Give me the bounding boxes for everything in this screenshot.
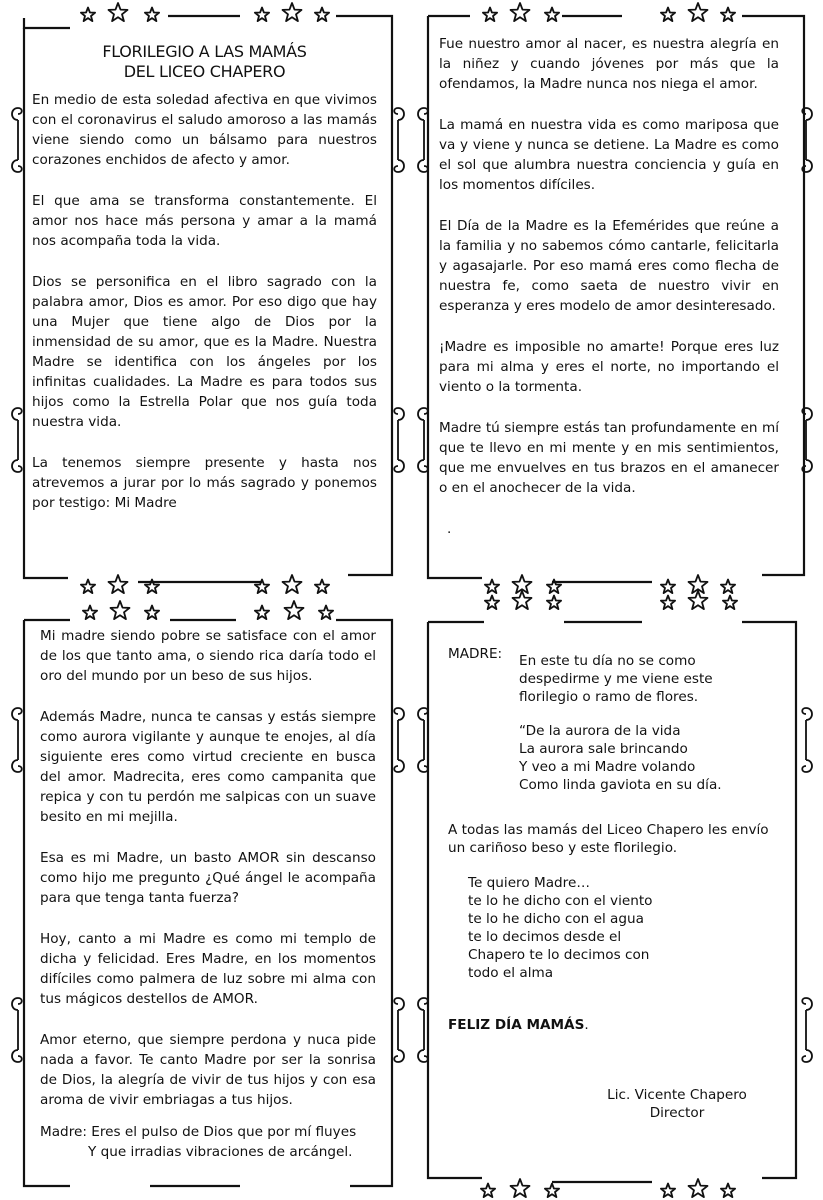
panel-top-right [412, 0, 823, 600]
document-title [32, 42, 377, 82]
paragraph: La tenemos siempre presente y hasta nos atrevemos a jurar por lo más sagrado y ponemos por testigo: Mi Madre [32, 455, 377, 511]
closing-line-2: Y que irradias vibraciones de arcángel. [88, 1144, 353, 1160]
panel-bottom-left [0, 600, 412, 1200]
paragraph: El Día de la Madre es la Efemérides que reúne a la familia y no sabemos cómo cantarle, felicitarla y agasajarle. Por eso mamá eres como flecha de nuestra fe, como saeta de nuestro vivir en esperanza y eres modelo de amor desinteresado. [439, 218, 779, 314]
paragraph: Fue nuestro amor al nacer, es nuestra alegría en la niñez y cuando jóvenes por más que la ofendamos, la Madre nunca nos niega el amor. [439, 36, 779, 92]
paragraph: Además Madre, nunca te cansas y estás siempre como aurora vigilante y aunque te enojes, al día siguiente eres como virtud creciente en busca del amor. Madrecita, eres como campanita que repica y con tu perdón me salpicas con un suave besito en mi mejilla. [40, 709, 376, 825]
title-line-1: FLORILEGIO A LAS MAMÁS [102, 42, 307, 61]
paragraph: . [447, 521, 452, 537]
signature-title: Director [649, 1105, 705, 1121]
signature [602, 1086, 752, 1122]
verse-text: “De la aurora de la vida La aurora sale brincando Y veo a mi Madre volando Como linda gaviota en su día. [519, 723, 722, 793]
feliz-dia-heading [448, 1016, 589, 1034]
madre-label: MADRE: [448, 646, 503, 662]
paragraph: Mi madre siendo pobre se satisface con el amor de los que tanto ama, o siendo rica daría todo el oro del mundo por un beso de sus hijos. [40, 628, 376, 684]
paragraph: Dios se personifica en el libro sagrado con la palabra amor, Dios es amor. Por eso digo que hay una Mujer que tiene algo de Dios por la inmensidad de su amor, que es la Madre. Nuestra Madre se identifica con los ángeles por los infinitas cualidades. La Madre es para todos sus hijos como la Estrella Polar que nos guía toda nuestra vida. [32, 274, 377, 430]
love-poem: Te quiero Madre… te lo he dicho con el viento te lo he dicho con el agua te lo decimos desde el Chapero te lo decimos con todo el alma [468, 875, 653, 981]
paragraph: ¡Madre es imposible no amarte! Porque eres luz para mi alma y eres el norte, no importando el viento o la tormenta. [439, 339, 779, 395]
paragraph: Hoy, canto a mi Madre es como mi templo de dicha y felicidad. Eres Madre, en los momentos difíciles como palmera de luz sobre mi alma con tus mágicos destellos de AMOR. [40, 931, 376, 1007]
feliz-dia-text: FELIZ DÍA MAMÁS [448, 1017, 585, 1033]
paragraph: Esa es mi Madre, un basto AMOR sin descanso como hijo me pregunto ¿Qué ángel le acompaña para que tenga tanta fuerza? [40, 850, 376, 906]
paragraph: La mamá en nuestra vida es como mariposa que va y viene y nunca se detiene. La Madre es como el sol que alumbra nuestra conciencia y guía en los momentos difíciles. [439, 117, 779, 193]
closing-line-1: Madre: Eres el pulso de Dios que por mí fluyes [40, 1124, 357, 1140]
paragraph: Madre tú siempre estás tan profundamente en mí que te llevo en mi mente y en mis sentimientos, que me envuelves en tus brazos en el amanecer o en el anochecer de la vida. [439, 420, 779, 496]
signature-name: Lic. Vicente Chapero [607, 1087, 747, 1103]
greeting-text: A todas las mamás del Liceo Chapero les envío un cariñoso beso y este florilegio. [448, 822, 769, 856]
title-line-2: DEL LICEO CHAPERO [123, 62, 286, 81]
paragraph: En medio de esta soledad afectiva en que vivimos con el coronavirus el saludo amoroso a las mamás viene siendo como un bálsamo para nuestros corazones enchidos de afecto y amor. [32, 92, 377, 168]
paragraph: Amor eterno, que siempre perdona y nuca pide nada a favor. Te canto Madre por ser la sonrisa de Dios, la alegría de vivir de tus hijos y con esa aroma de vivir embriagas a tus hijos. [40, 1032, 376, 1108]
feliz-dia-dot: . [584, 1017, 589, 1033]
panel-top-left [0, 0, 412, 600]
paragraph: El que ama se transforma constantemente. El amor nos hace más persona y amar a la mamá nos acompaña toda la vida. [32, 193, 377, 249]
intro-text: En este tu día no se como despedirme y me viene este florilegio o ramo de flores. [519, 653, 713, 705]
panel-bottom-right [412, 600, 823, 1200]
